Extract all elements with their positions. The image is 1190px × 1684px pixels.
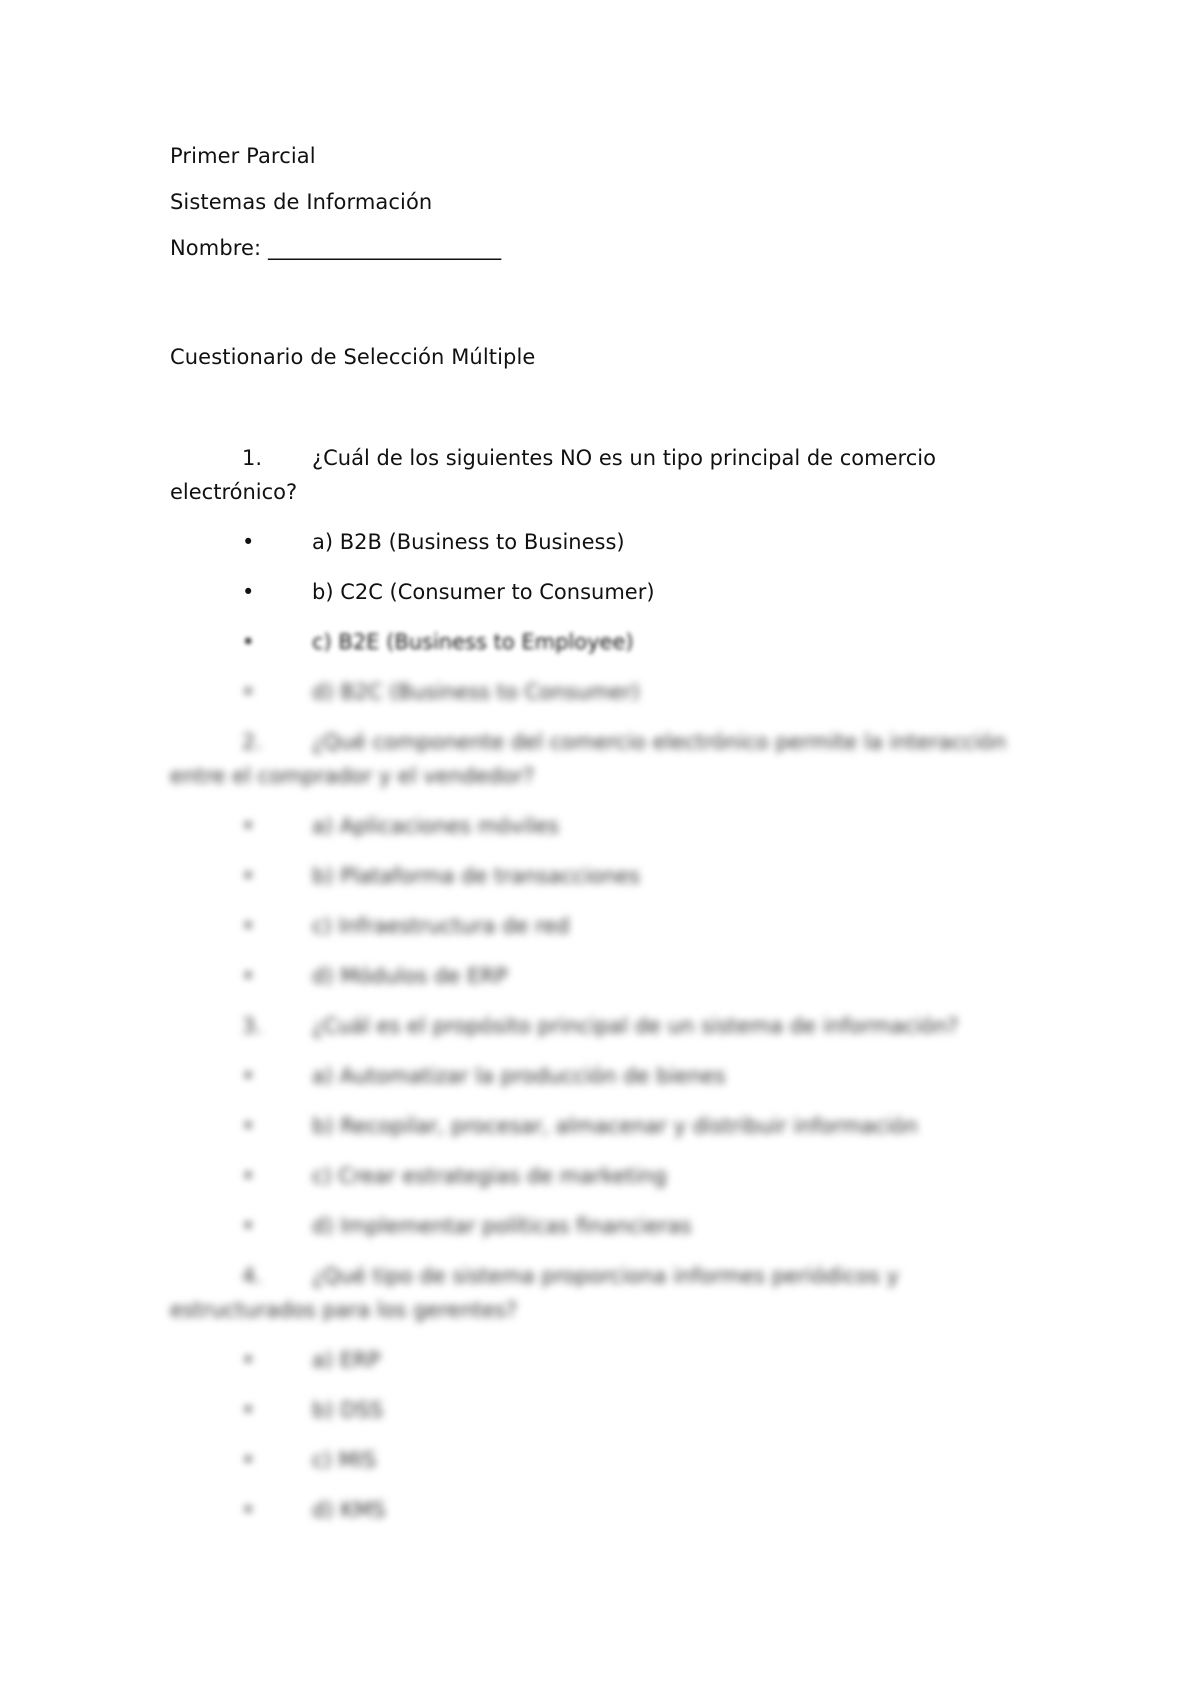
bullet-icon: • <box>242 1214 255 1238</box>
option-d: d) Implementar políticas financieras <box>312 1214 692 1238</box>
document-title: Primer Parcial <box>170 144 316 168</box>
option-d: d) Módulos de ERP <box>312 964 508 988</box>
option-c: c) MIS <box>312 1448 377 1472</box>
question-text-continued: estructurados para los gerentes? <box>170 1298 517 1322</box>
option-b: b) DSS <box>312 1398 384 1422</box>
option-a: a) Automatizar la producción de bienes <box>312 1064 726 1088</box>
bullet-icon: • <box>242 1348 255 1372</box>
question-text: ¿Cuál de los siguientes NO es un tipo principal de comercio <box>312 446 936 470</box>
option-c: c) B2E (Business to Employee) <box>312 630 634 654</box>
subject-line: Sistemas de Información <box>170 190 433 214</box>
section-title: Cuestionario de Selección Múltiple <box>170 345 536 369</box>
bullet-icon: • <box>242 1064 255 1088</box>
option-c: c) Crear estrategias de marketing <box>312 1164 667 1188</box>
question-text: ¿Cuál es el propósito principal de un sistema de información? <box>312 1014 959 1038</box>
option-d: d) KMS <box>312 1498 386 1522</box>
question-number: 3. <box>242 1014 263 1038</box>
question-text: ¿Qué componente del comercio electrónico permite la interacción <box>312 730 1007 754</box>
option-a: a) Aplicaciones móviles <box>312 814 559 838</box>
option-c: c) Infraestructura de red <box>312 914 570 938</box>
option-b: b) C2C (Consumer to Consumer) <box>312 580 655 604</box>
bullet-icon: • <box>242 1114 255 1138</box>
bullet-icon: • <box>242 1164 255 1188</box>
option-b: b) Recopilar, procesar, almacenar y distribuir información <box>312 1114 918 1138</box>
option-d: d) B2C (Business to Consumer) <box>312 680 640 704</box>
question-text-continued: electrónico? <box>170 480 298 504</box>
option-a: a) ERP <box>312 1348 381 1372</box>
bullet-icon: • <box>242 1448 255 1472</box>
option-b: b) Plataforma de transacciones <box>312 864 640 888</box>
bullet-icon: • <box>242 1498 255 1522</box>
question-text-continued: entre el comprador y el vendedor? <box>170 764 535 788</box>
question-text: ¿Qué tipo de sistema proporciona informes periódicos y <box>312 1264 899 1288</box>
bullet-icon: • <box>242 814 255 838</box>
question-number: 4. <box>242 1264 263 1288</box>
bullet-icon: • <box>242 914 255 938</box>
name-field-line: Nombre: ______________________ <box>170 236 502 260</box>
option-a: a) B2B (Business to Business) <box>312 530 625 554</box>
question-number: 2. <box>242 730 263 754</box>
bullet-icon: • <box>242 964 255 988</box>
bullet-icon: • <box>242 580 255 604</box>
bullet-icon: • <box>242 530 255 554</box>
bullet-icon: • <box>242 1398 255 1422</box>
bullet-icon: • <box>242 864 255 888</box>
bullet-icon: • <box>242 680 255 704</box>
bullet-icon: • <box>242 630 255 654</box>
question-number: 1. <box>242 446 263 470</box>
